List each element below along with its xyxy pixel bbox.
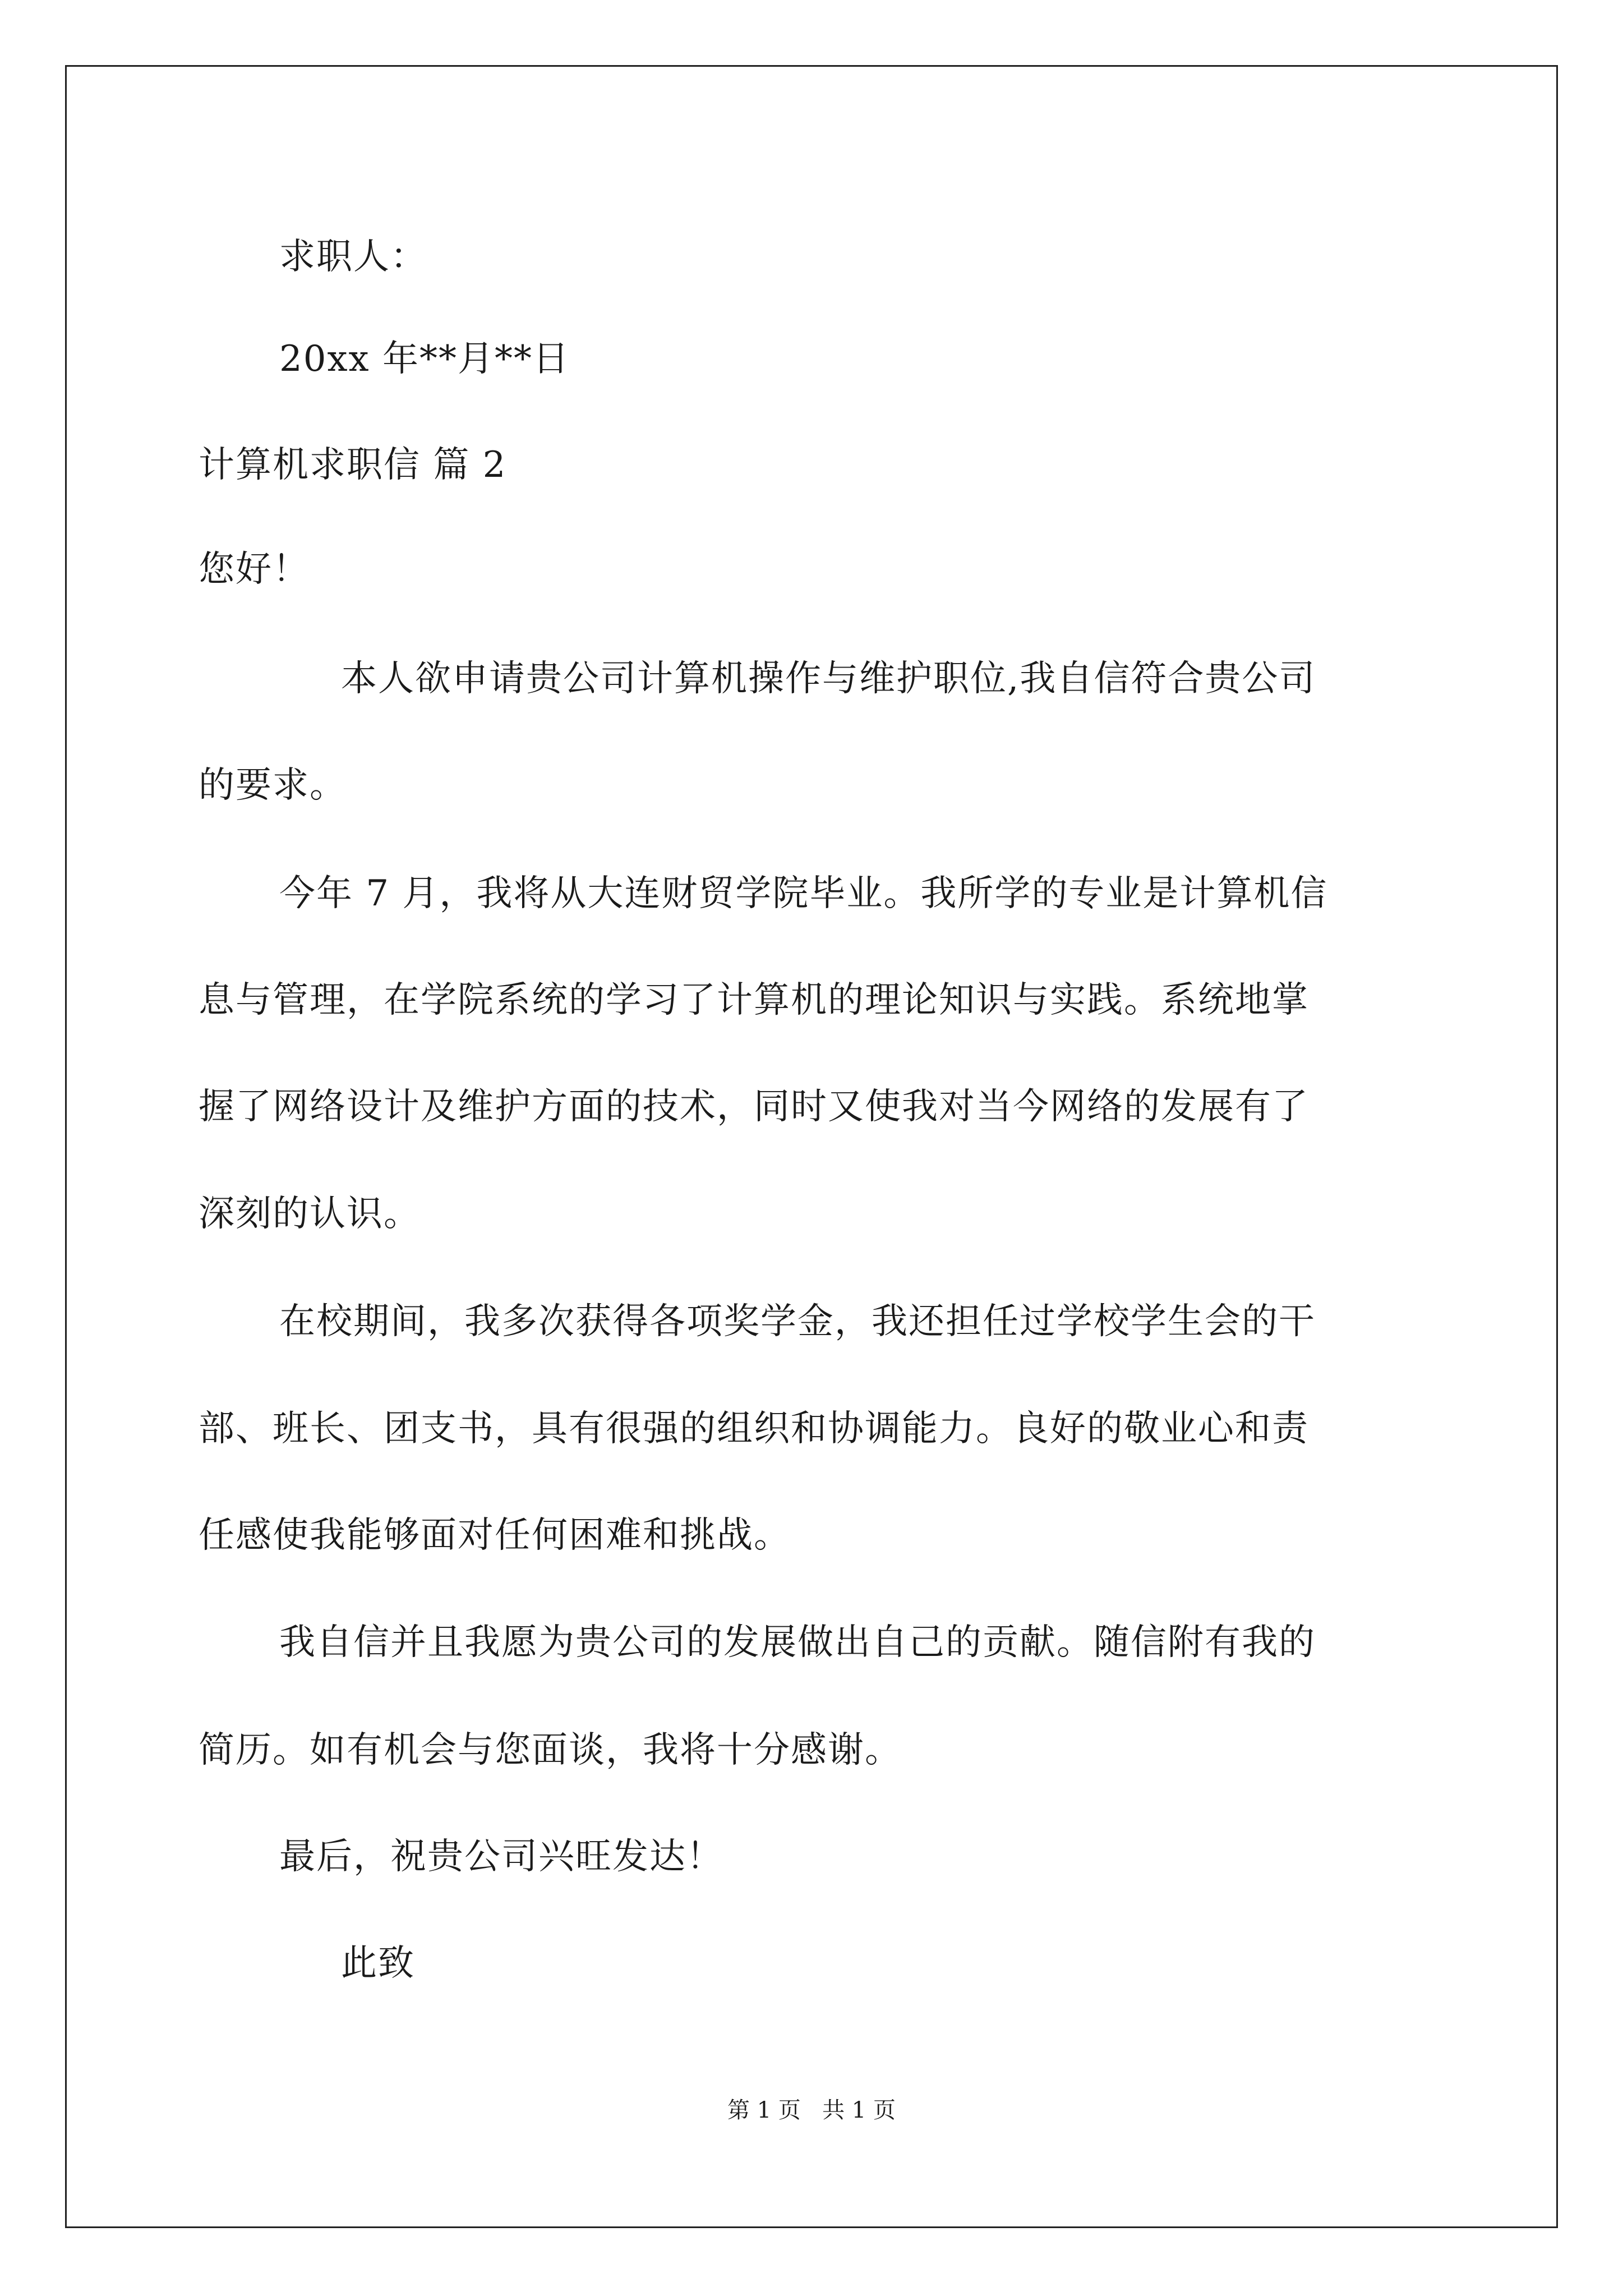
paragraph-2-line-4: 深刻的认识。 (199, 1193, 421, 1235)
paragraph-2-line-3: 握了网络设计及维护方面的技术，同时又使我对当今网络的发展有了 (199, 1086, 1309, 1128)
page-border (65, 65, 1558, 2228)
paragraph-3-line-2: 部、班长、团支书，具有很强的组织和协调能力。良好的敬业心和责 (199, 1408, 1309, 1450)
page-footer: 第 1 页 共 1 页 (727, 2097, 896, 2123)
paragraph-5-line-1: 最后，祝贵公司兴旺发达！ (279, 1836, 723, 1878)
paragraph-3-line-1: 在校期间，我多次获得各项奖学金，我还担任过学校学生会的干 (279, 1301, 1316, 1342)
greeting: 您好！ (199, 549, 310, 590)
paragraph-1-line-2: 的要求。 (199, 765, 347, 806)
paragraph-4-line-2: 简历。如有机会与您面谈，我将十分感谢。 (199, 1729, 902, 1771)
paragraph-4-line-1: 我自信并且我愿为贵公司的发展做出自己的贡献。随信附有我的 (279, 1622, 1316, 1663)
paragraph-2-line-1: 今年 7 月，我将从大连财贸学院毕业。我所学的专业是计算机信 (279, 873, 1328, 914)
letter-heading: 计算机求职信 篇 2 (199, 444, 507, 486)
paragraph-2-line-2: 息与管理，在学院系统的学习了计算机的理论知识与实践。系统地掌 (199, 979, 1309, 1021)
closing-salutation: 此致 (341, 1943, 415, 1984)
letter-date: 20xx 年**月**日 (279, 338, 570, 380)
applicant-label: 求职人： (279, 236, 427, 278)
paragraph-1-line-1: 本人欲申请贵公司计算机操作与维护职位,我自信符合贵公司 (341, 658, 1316, 700)
paragraph-3-line-3: 任感使我能够面对任何困难和挑战。 (199, 1515, 791, 1556)
